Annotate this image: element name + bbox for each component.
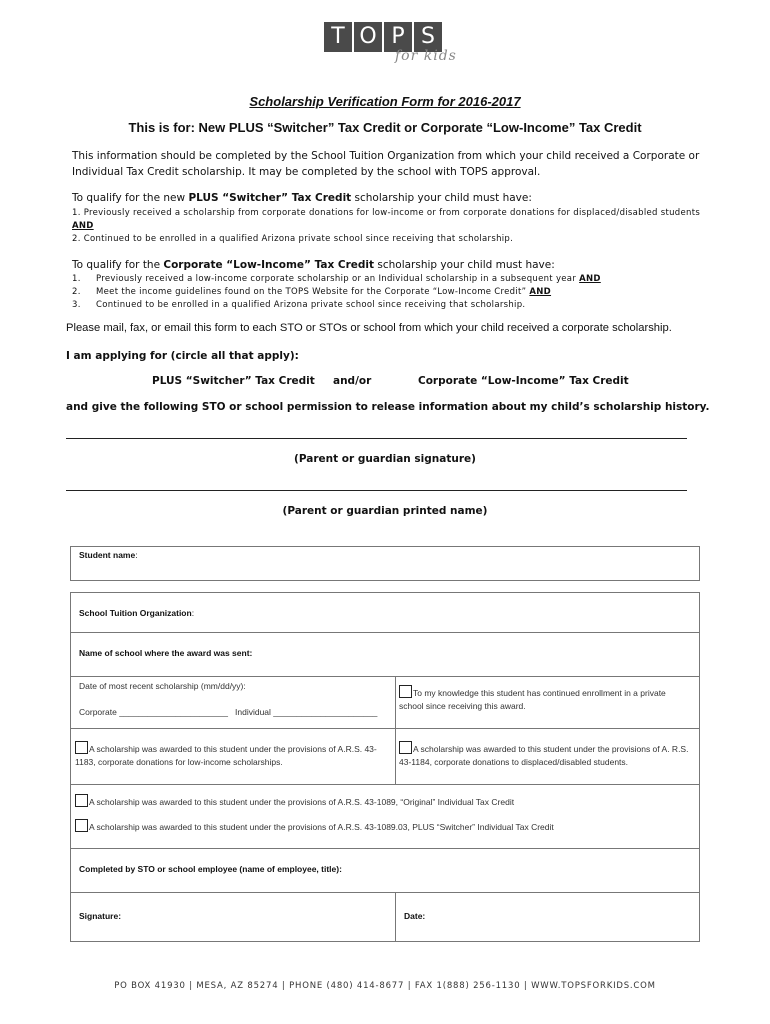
column-divider — [395, 729, 396, 785]
corporate-date-label: Corporate — [79, 707, 117, 717]
plus-credit-name: PLUS “Switcher” Tax Credit — [188, 192, 352, 204]
option-corporate-credit[interactable]: Corporate “Low-Income” Tax Credit — [418, 375, 629, 387]
item-text: Continued to be enrolled in a qualified Arizona private school since receiving that scholarship. — [96, 300, 526, 310]
ars-corporate-row — [71, 728, 699, 784]
logo-letter: T — [324, 22, 352, 52]
scholarship-details-form — [70, 592, 700, 942]
applying-heading: I am applying for (circle all that apply): — [66, 350, 299, 362]
column-divider — [395, 893, 396, 942]
ars-1183-checkbox[interactable] — [75, 741, 88, 754]
permission-statement: and give the following STO or school permission to release information about my child’s scholarship history. — [66, 401, 710, 413]
enrollment-checkbox[interactable] — [399, 685, 412, 698]
item-number: 2. — [72, 287, 81, 297]
enrollment-statement: To my knowledge this student has continued enrollment in a private school since receiving this award. — [399, 685, 691, 713]
school-name-label: Name of school where the award was sent: — [79, 648, 253, 658]
item-number: 3. — [72, 300, 81, 310]
item-and: AND — [579, 274, 601, 284]
plus-and: AND — [72, 221, 94, 231]
option-andor: and/or — [333, 375, 372, 387]
corporate-lead: To qualify for the — [72, 259, 164, 271]
parent-printed-name-label: (Parent or guardian printed name) — [282, 505, 488, 517]
completed-by-field[interactable] — [71, 848, 699, 892]
completed-by-label: Completed by STO or school employee (name of employee, title): — [79, 864, 342, 874]
individual-date-label: Individual — [235, 707, 271, 717]
plus-lead: To qualify for the new — [72, 192, 189, 204]
ars-1183-option: A scholarship was awarded to this student under the provisions of A.R.S. 43-1183, corporate donations for low-income scholarships. — [75, 741, 387, 769]
plus-item-2: 2. Continued to be enrolled in a qualified Arizona private school since receiving that scholarship. — [72, 234, 514, 244]
student-name-label: Student name: — [79, 550, 138, 560]
parent-signature-line[interactable] — [66, 438, 687, 439]
parent-printed-name-line[interactable] — [66, 490, 687, 491]
item-text: Previously received a low-income corporate scholarship or an Individual scholarship in a subsequent year — [96, 274, 580, 284]
sto-label[interactable]: School Tuition Organization: — [79, 608, 195, 618]
date-enrollment-row — [71, 676, 699, 728]
contact-footer: PO BOX 41930 | MESA, AZ 85274 | PHONE (480) 414-8677 | FAX 1(888) 256-1130 | WWW.TOPSFORKIDS.COM — [114, 981, 656, 991]
form-title: Scholarship Verification Form for 2016-2017 — [249, 94, 521, 109]
list-item — [72, 286, 712, 299]
mail-instructions: Please mail, fax, or email this form to each STO or STOs or school from which your child received a corporate scholarship. — [66, 322, 672, 334]
corporate-date-field[interactable] — [79, 706, 228, 719]
column-divider — [395, 677, 396, 729]
parent-signature-label: (Parent or guardian signature) — [294, 453, 476, 465]
ars-108903-option: A scholarship was awarded to this student under the provisions of A.R.S. 43-1089.03, PLUS “Switcher” Individual Tax Credit — [75, 819, 675, 834]
plus-qualify-heading — [72, 190, 712, 206]
item-and: AND — [529, 287, 552, 297]
plus-item-1: 1. Previously received a scholarship from corporate donations for low-income or from corporate donations for displaced/disabled students — [72, 208, 701, 218]
logo-subtitle: for kids — [395, 48, 457, 64]
school-name-field[interactable] — [71, 632, 699, 676]
list-item — [72, 273, 712, 286]
plus-requirements — [72, 207, 712, 246]
corporate-requirements — [72, 273, 712, 312]
signature-date-row — [71, 892, 699, 941]
ars-1089-option: A scholarship was awarded to this student under the provisions of A.R.S. 43-1089, “Original” Individual Tax Credit — [75, 794, 675, 809]
intro-paragraph: This information should be completed by the School Tuition Organization from which your child received a Corporate or Individual Tax Credit scholarship. It may be completed by the school with TOPS approval. — [72, 150, 700, 178]
item-number: 1. — [72, 274, 81, 284]
item-text: Meet the income guidelines found on the TOPS Website for the Corporate “Low-Income Credit” — [96, 287, 530, 297]
sto-signature-label[interactable]: Signature: — [79, 911, 122, 921]
list-item — [72, 299, 712, 312]
student-name-field[interactable] — [70, 546, 700, 581]
sto-date-label[interactable]: Date: — [404, 911, 426, 921]
individual-date-blank[interactable]: ______________________ — [273, 707, 378, 717]
individual-date-field[interactable] — [235, 706, 377, 719]
logo-letter: S — [414, 22, 442, 52]
ars-1089-checkbox[interactable] — [75, 794, 88, 807]
ars-108903-checkbox[interactable] — [75, 819, 88, 832]
logo-letter: P — [384, 22, 412, 52]
form-subtitle: This is for: New PLUS “Switcher” Tax Credit or Corporate “Low-Income” Tax Credit — [128, 120, 642, 135]
option-plus-credit[interactable]: PLUS “Switcher” Tax Credit — [152, 375, 315, 387]
logo-letter: O — [354, 22, 382, 52]
corporate-qualify-heading — [72, 257, 712, 273]
ars-1184-option: A scholarship was awarded to this student under the provisions of A. R.S. 43-1184, corporate donations to displaced/disabled students. — [399, 741, 695, 769]
plus-tail: scholarship your child must have: — [351, 192, 532, 204]
corporate-tail: scholarship your child must have: — [374, 259, 555, 271]
corporate-date-blank[interactable]: _______________________ — [119, 707, 228, 717]
ars-individual-row — [71, 784, 699, 848]
ars-1184-checkbox[interactable] — [399, 741, 412, 754]
date-recent-label: Date of most recent scholarship (mm/dd/yy): — [79, 681, 246, 691]
corporate-credit-name: Corporate “Low-Income” Tax Credit — [163, 259, 375, 271]
